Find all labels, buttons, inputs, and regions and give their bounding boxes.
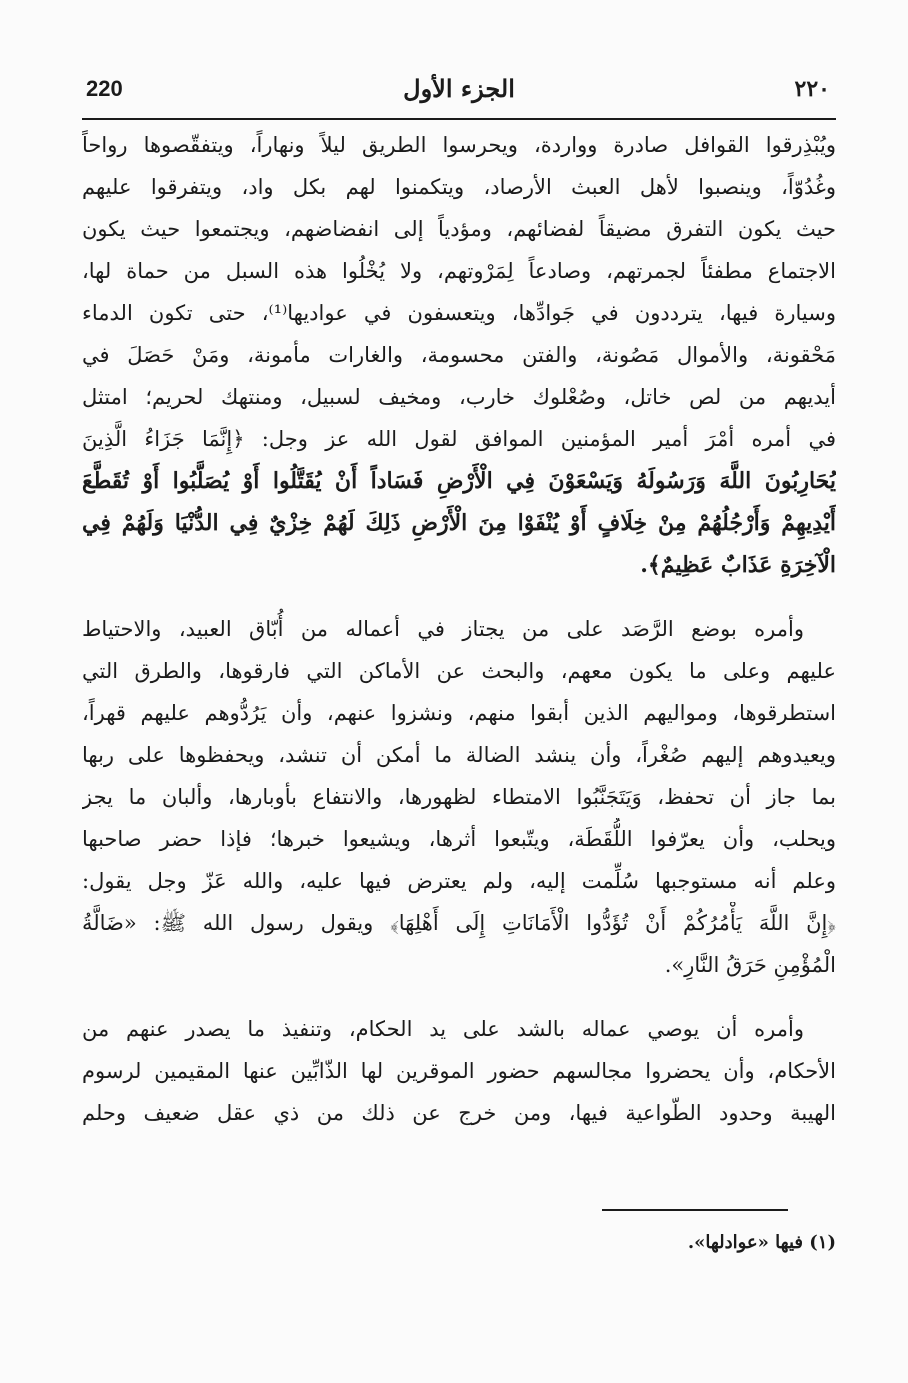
text-line: وسيارة فيها، يترددون في جَوادِّها، ويتعسفون في عواديها⁽¹⁾، حتى تكون الدماء (82, 301, 836, 325)
running-title: الجزء الأول (403, 74, 515, 103)
text-line: ويعيدوهم إليهم صُغْراً، وأن ينشد الضالة ما أمكن أن تنشد، ويحفظوها على ربها (82, 743, 836, 767)
text-line: استطرقوها، ومواليهم الذين أبقوا منهم، ونشزوا عنهم، وأن يَرُدُّوهم عليهم قهراً، (82, 701, 836, 725)
text-line: عليهم وعلى ما يكون معهم، والبحث عن الأماكن التي فارقوها، والطرق التي (82, 659, 836, 683)
page-header (82, 70, 836, 114)
footnote: (١) فيها «عوادلها». (687, 1232, 836, 1253)
quran-verse-line: يُحَارِبُونَ اللَّهَ وَرَسُولَهُ وَيَسْعَوْنَ فِي الْأَرْضِ فَسَاداً أَنْ يُقَتَّلُوا أَوْ يُصَلَّبُوا أَوْ تُقَطَّعَ (82, 468, 836, 494)
text-line: حيث يكون التفرق مضيقاً لفضائهم، ومؤدياً إلى انفضاضهم، ويجتمعوا حيث يكون (82, 217, 836, 241)
header-rule (82, 118, 836, 120)
main-text (82, 124, 836, 1134)
footnote-rule (602, 1209, 788, 1211)
text-line: وغُدُوّاً، وينصبوا لأهل العبث الأرصاد، ويتكمنوا لهم بكل واد، ويتفرقوا عليهم (82, 175, 836, 199)
text-line: وأمره بوضع الرَّصَد على من يجتاز في أعماله من أُبّاق العبيد، والاحتياط (82, 617, 804, 641)
text-line: مَحْقونة، والأموال مَصُونة، والفتن محسومة، والغارات مأمونة، ومَنْ حَصَلَ في (82, 343, 836, 367)
text-line: في أمره أمْرَ أمير المؤمنين الموافق لقول الله عز وجل: ﴿إِنَّمَا جَزَاءُ الَّذِينَ (82, 427, 836, 451)
text-line: الهيبة وحدود الطّواعية فيها، ومن خرج عن ذلك من ذي عقل ضعيف وحلم (82, 1101, 836, 1125)
text-line: أيديهم من لص خاتل، وصُعْلوك خارب، ومخيف لسبيل، ومنتهك لحريم؛ امتثل (82, 385, 836, 409)
page-number-arabic: ٢٢٠ (794, 76, 830, 102)
text-line: ﴿إِنَّ اللَّهَ يَأْمُرُكُمْ أَنْ تُؤَدُّوا الْأَمَانَاتِ إِلَى أَهْلِهَا﴾ ويقول رسول الله ﷺ: «ضَالَّةُ (82, 911, 836, 935)
text-line: ويُبْذِرقوا القوافل صادرة وواردة، ويحرسوا الطريق ليلاً ونهاراً، ويتفقّصوها رواحاً (82, 133, 836, 157)
text-line: وعلم أنه مستوجبها سُلِّمت إليه، ولم يعترض فيها عليه، والله عَزّ وجل يقول: (82, 869, 836, 893)
quran-verse-line: أَيْدِيهِمْ وَأَرْجُلُهُمْ مِنْ خِلَافٍ أَوْ يُنْفَوْا مِنَ الْأَرْضِ ذَلِكَ لَهُمْ خِزْيٌ فِي الدُّنْيَا وَلَهُمْ فِي (82, 510, 836, 536)
text-line: الأحكام، وأن يحضروا مجالسهم حضور الموقرين لها الذّابِّين عنها المقيمين لرسوم (82, 1059, 836, 1083)
text-line: وأمره أن يوصي عماله بالشد على يد الحكام، وتنفيذ ما يصدر عنهم من (82, 1017, 804, 1041)
text-line: الاجتماع مطفئاً لجمرتهم، وصادعاً لِمَرْوتهم، ولا يُخْلُوا هذه السبل من حماة لها، (82, 259, 836, 283)
text-line: الْمُؤْمِنِ حَرَقُ النَّارِ». (664, 953, 836, 977)
page-number-latin: 220 (86, 76, 123, 101)
quran-verse-line: الْآخِرَةِ عَذَابٌ عَظِيمٌ﴾. (640, 552, 836, 578)
text-line: بما جاز أن تحفظ، وَيَتَجَنَّبُوا الامتطاء لظهورها، والانتفاع بأوبارها، وألبان ما يجز (82, 785, 836, 809)
text-line: ويحلب، وأن يعرّفوا اللُّقَطَة، ويتّبعوا أثرها، ويشيعوا خبرها؛ فإذا حضر صاحبها (82, 827, 836, 851)
